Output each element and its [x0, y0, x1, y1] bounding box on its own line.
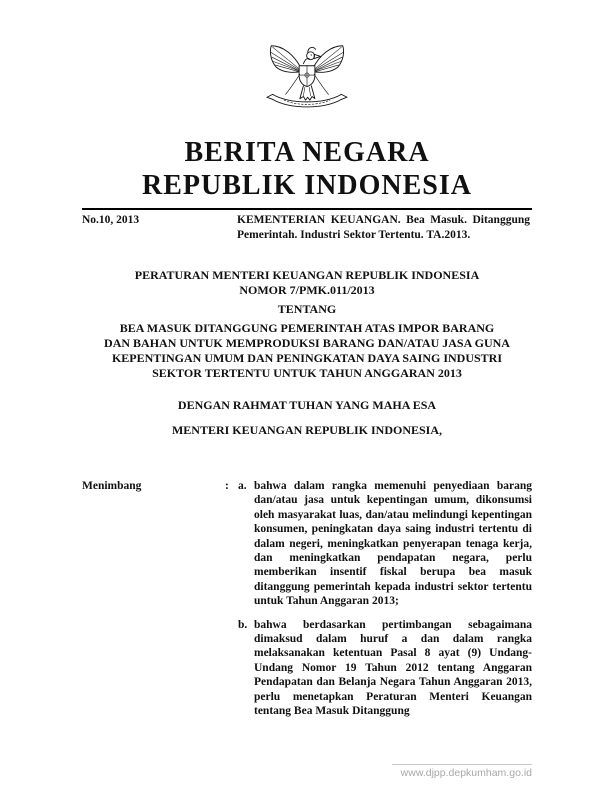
garuda-pancasila-emblem: [82, 30, 532, 132]
item-marker: b.: [238, 618, 248, 631]
regulation-number: NOMOR 7/PMK.011/2013: [239, 283, 375, 297]
issuer-line: MENTERI KEUANGAN REPUBLIK INDONESIA,: [171, 423, 443, 437]
masthead-title-line2: REPUBLIK INDONESIA: [142, 170, 472, 201]
regulation-tentang: TENTANG: [277, 302, 337, 316]
issue-meta-row: [82, 213, 532, 242]
considering-item-a: [238, 479, 532, 609]
watermark-url: www.djpp.depkumham.go.id: [392, 764, 532, 779]
regulation-title: PERATURAN MENTERI KEUANGAN REPUBLIK INDONESIA: [134, 268, 480, 282]
item-marker: a.: [238, 480, 247, 492]
garuda-pancasila-icon: [264, 30, 350, 123]
invocation-line: DENGAN RAHMAT TUHAN YANG MAHA ESA: [177, 398, 437, 412]
item-text: bahwa dalam rangka memenuhi penyediaan barang dan/atau jasa untuk kepentingan umum, dikonsumsi oleh masyarakat luas, dan/atau melindungi kepentingan konsumen, peningkatan daya saing industri tertentu di dalam negeri, meningkatkan penyerapan tenaga kerja, dan meningkatkan pendapatan negara, perlu memberikan insentif fiskal berupa bea masuk ditanggung pemerintah kepada industri sektor tertentu untuk Tahun Anggaran 2013;: [254, 480, 532, 608]
subject-line: DAN BAHAN UNTUK MEMPRODUKSI BARANG DAN/ATAU JASA GUNA: [104, 336, 510, 350]
masthead: [82, 136, 532, 202]
considering-separator: :: [225, 480, 229, 492]
abstract-text: KEMENTERIAN KEUANGAN. Bea Masuk. Ditanggung Pemerintah. Industri Sektor Tertentu. TA.2013.: [237, 214, 530, 241]
regulation-heading: [82, 268, 532, 317]
issue-number: No.10, 2013: [82, 214, 140, 226]
subject-line: SEKTOR TERTENTU UNTUK TAHUN ANGGARAN 2013: [152, 366, 462, 380]
considering-section: [82, 479, 532, 728]
subject-line: BEA MASUK DITANGGUNG PEMERINTAH ATAS IMPOR BARANG: [119, 321, 495, 335]
item-text: bahwa berdasarkan pertimbangan sebagaimana dimaksud dalam huruf a dan dalam rangka melaksanakan ketentuan Pasal 8 ayat (9) Undang-Undang Nomor 19 Tahun 2012 tentang Anggaran Pendapatan dan Belanja Negara Tahun Anggaran 2013, perlu menetapkan Peraturan Menteri Keuangan tentang Bea Masuk Ditanggung: [254, 618, 532, 718]
considering-item-b: [238, 618, 532, 719]
masthead-divider: [82, 208, 532, 210]
regulation-subject: [82, 321, 532, 381]
subject-line: KEPENTINGAN UMUM DAN PENINGKATAN DAYA SAING INDUSTRI: [111, 351, 503, 365]
considering-items: [238, 479, 532, 728]
considering-label: Menimbang: [82, 480, 142, 492]
masthead-title-line1: BERITA NEGARA: [184, 137, 430, 168]
